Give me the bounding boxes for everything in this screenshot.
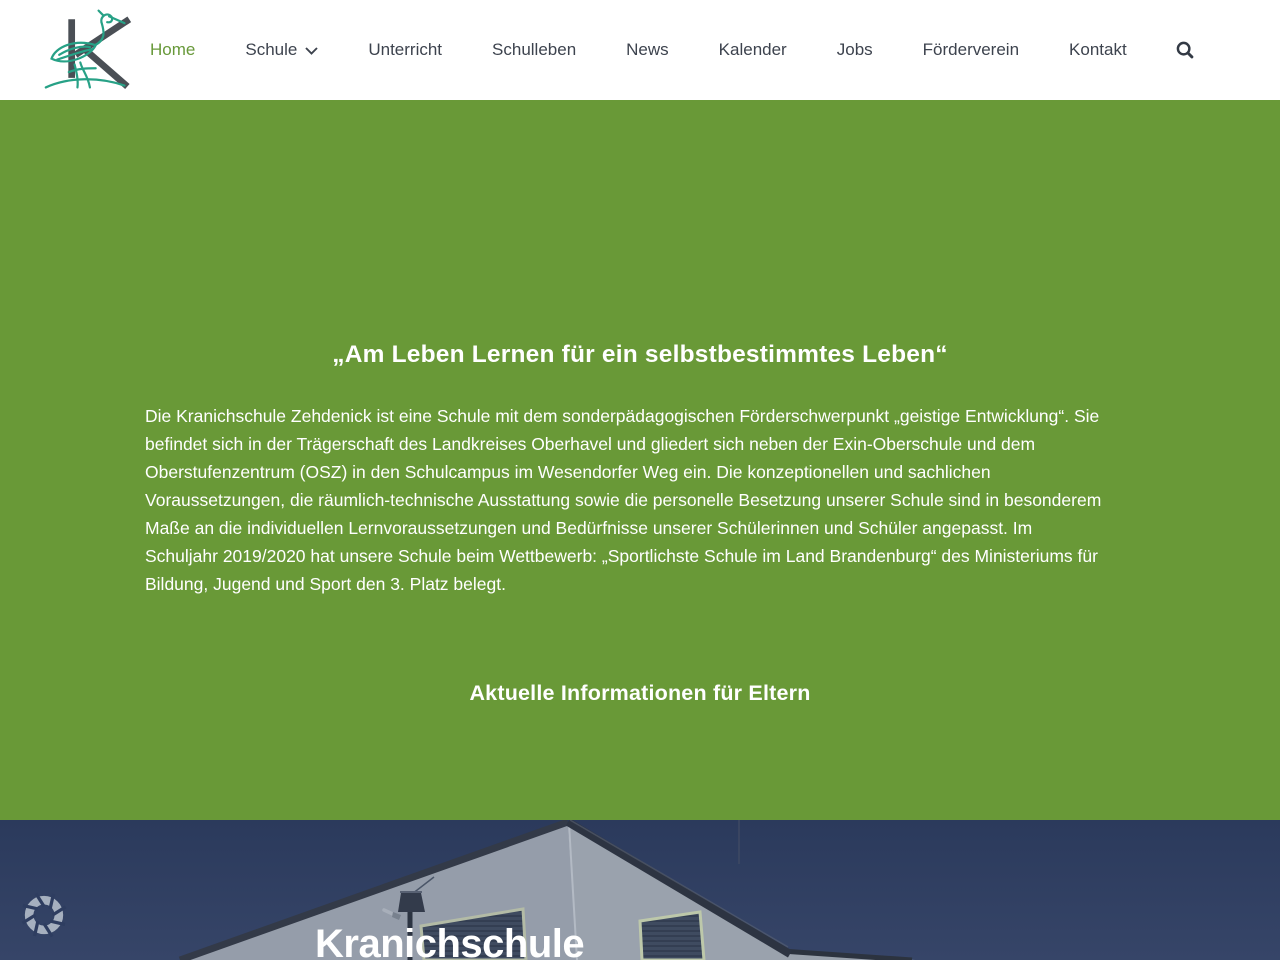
paragraph-line: Voraussetzungen, die räumlich-technische Ausstattung sowie die personelle Besetzung unserer Schule sind in besonderem: [145, 490, 1102, 510]
school-building-photo: [0, 820, 1280, 960]
paragraph-line: Bildung, Jugend und Sport den 3. Platz belegt.: [145, 574, 506, 594]
nav-item-unterricht[interactable]: Unterricht: [368, 40, 443, 59]
nav-item-schulleben[interactable]: Schulleben: [492, 40, 577, 59]
nav-item-schule[interactable]: [245, 40, 318, 60]
paragraph-line: Die Kranichschule Zehdenick ist eine Schule mit dem sonderpädagogischen Förderschwerpunkt „geistige Entwicklung“. Sie: [145, 406, 1100, 426]
photo-section-title: Kranichschule: [315, 922, 585, 960]
hero-paragraph: [145, 402, 1280, 598]
header: [0, 0, 1280, 100]
paragraph-line: Oberstufenzentrum (OSZ) in den Schulcampus im Wesendorfer Weg ein. Die konzeptionellen und sachlichen: [145, 462, 991, 482]
hero-heading: „Am Leben Lernen für ein selbstbestimmtes Leben“: [332, 341, 948, 368]
paragraph-line: befindet sich in der Trägerschaft des Landkreises Oberhavel und gliedert sich neben der Exin-Oberschule und dem: [145, 434, 1036, 454]
crane-logo[interactable]: [40, 6, 136, 94]
photo-hero-section: [0, 820, 1280, 960]
paragraph-line: Maße an die individuellen Lernvoraussetzungen und Bedürfnisse unserer Schülerinnen und Schüler angepasst. Im: [145, 518, 1033, 538]
nav-list: [150, 40, 1127, 60]
hero-section: [0, 100, 1280, 820]
nav-item-news[interactable]: News: [626, 40, 669, 59]
main-nav: [136, 40, 1127, 60]
hero-subheading: Aktuelle Informationen für Eltern: [469, 681, 811, 705]
nav-item-label: Schule: [245, 40, 298, 59]
window-blinds: [640, 912, 704, 960]
search-icon: [1175, 40, 1195, 60]
nav-item-jobs[interactable]: Jobs: [836, 40, 873, 59]
chevron-down-icon: [305, 47, 318, 55]
nav-item-foerderverein[interactable]: Förderverein: [922, 40, 1020, 59]
nav-item-home[interactable]: Home: [150, 40, 196, 59]
nav-item-kontakt[interactable]: Kontakt: [1069, 40, 1127, 59]
shutter-icon[interactable]: [21, 892, 67, 938]
search-button[interactable]: [1171, 36, 1199, 64]
nav-item-kalender[interactable]: Kalender: [718, 40, 787, 59]
paragraph-line: Schuljahr 2019/2020 hat unsere Schule beim Wettbewerb: „Sportlichste Schule im Land Brandenburg“ des Ministeriums für: [145, 546, 1098, 566]
